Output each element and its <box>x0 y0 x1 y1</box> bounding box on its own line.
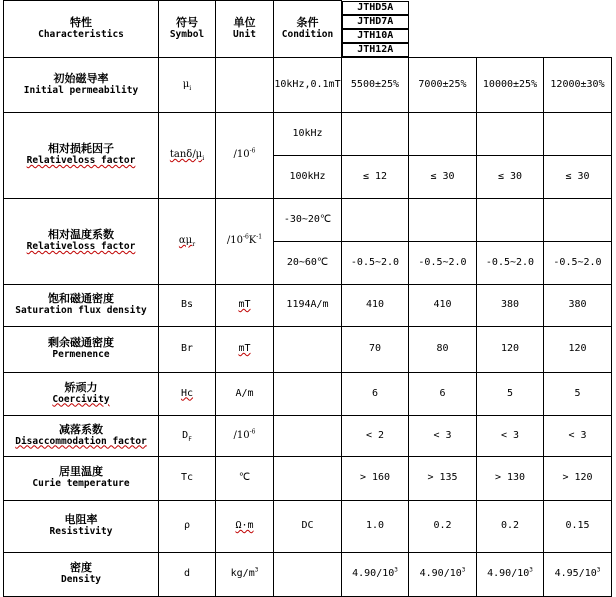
value-density-1 <box>342 552 409 596</box>
value-temperature-2-2: -0.5~2.0 <box>409 241 477 284</box>
value-temperature-2-4: -0.5~2.0 <box>544 241 612 284</box>
unit-sup: 3 <box>254 566 259 574</box>
char-zh: 相对温度系数 <box>48 228 114 241</box>
value-loss-2-4: ≤ 30 <box>544 155 612 198</box>
symbol-text: μ <box>182 78 190 90</box>
char-disaccommodation <box>4 415 159 456</box>
value-text: 4.90/10 <box>419 568 462 579</box>
char-temperature <box>4 198 159 284</box>
symbol-loss <box>159 112 216 198</box>
header-characteristics-en: Characteristics <box>38 28 124 40</box>
value-remanence-1: 70 <box>342 326 409 372</box>
value-disaccommodation-2: < 3 <box>409 415 477 456</box>
char-en: Curie temperature <box>32 478 130 489</box>
value-disaccommodation-4: < 3 <box>544 415 612 456</box>
value-temperature-2-3: -0.5~2.0 <box>477 241 544 284</box>
unit-coercivity: A/m <box>216 372 274 415</box>
unit-permeability <box>216 57 274 112</box>
cond-temperature-1: -30~20℃ <box>274 198 342 241</box>
char-en: Resistivity <box>49 526 113 537</box>
value-density-2 <box>409 552 477 596</box>
symbol-resistivity: ρ <box>159 500 216 552</box>
value-loss-2-2: ≤ 30 <box>409 155 477 198</box>
value-text: 4.90/10 <box>352 568 395 579</box>
char-density <box>4 552 159 596</box>
header-unit-en: Unit <box>233 28 256 40</box>
symbol-text: D <box>182 429 189 441</box>
char-curie <box>4 456 159 500</box>
value-remanence-2: 80 <box>409 326 477 372</box>
spec-table <box>3 0 612 597</box>
char-zh: 矫顽力 <box>64 380 98 394</box>
symbol-curie: Tc <box>159 456 216 500</box>
cond-density <box>274 552 342 596</box>
value-loss-1-1 <box>342 112 409 155</box>
unit-saturation: mT <box>216 284 274 326</box>
value-text: 4.95/10 <box>554 568 597 579</box>
header-row <box>4 1 612 58</box>
cond-temperature-2: 20~60℃ <box>274 241 342 284</box>
value-resistivity-3: 0.2 <box>477 500 544 552</box>
header-unit <box>216 1 274 58</box>
value-permeability-1: 5500±25% <box>342 57 409 112</box>
value-sup: 3 <box>529 566 533 574</box>
cond-resistivity: DC <box>274 500 342 552</box>
value-curie-4: > 120 <box>544 456 612 500</box>
symbol-permeability <box>159 57 216 112</box>
value-permeability-3: 10000±25% <box>477 57 544 112</box>
symbol-remanence: Br <box>159 326 216 372</box>
symbol-density: d <box>159 552 216 596</box>
value-saturation-1: 410 <box>342 284 409 326</box>
header-symbol-en: Symbol <box>169 28 205 40</box>
value-sup: 3 <box>461 566 466 574</box>
value-text: 4.90/10 <box>487 568 530 579</box>
char-zh: 初始磁导率 <box>53 71 109 85</box>
unit-text: /10 <box>233 149 250 160</box>
char-zh: 剩余磁通密度 <box>48 336 114 349</box>
char-zh: 密度 <box>70 561 92 574</box>
value-loss-1-2 <box>409 112 477 155</box>
header-characteristics-zh: 特性 <box>70 15 92 29</box>
unit-suffix-sup: -1 <box>256 233 263 241</box>
char-en: Density <box>60 574 102 585</box>
char-en: Permenence <box>52 349 110 360</box>
value-temperature-1-1 <box>342 198 409 241</box>
header-symbol <box>159 1 216 58</box>
char-en: Disaccommodation factor <box>15 435 147 447</box>
value-loss-1-4 <box>544 112 612 155</box>
value-temperature-2-1: -0.5~2.0 <box>342 241 409 284</box>
value-sup: 3 <box>596 566 601 574</box>
value-loss-2-1: ≤ 12 <box>342 155 409 198</box>
row-resistivity <box>4 500 612 552</box>
value-curie-1: > 160 <box>342 456 409 500</box>
cond-remanence <box>274 326 342 372</box>
header-model-1: JTHD5A <box>342 1 409 15</box>
value-permeability-4: 12000±30% <box>544 57 612 112</box>
value-disaccommodation-1: < 2 <box>342 415 409 456</box>
symbol-sub: r <box>192 241 196 248</box>
row-coercivity <box>4 372 612 415</box>
unit-text: kg/m <box>230 568 255 579</box>
symbol-coercivity: Hc <box>159 372 216 415</box>
char-zh: 居里温度 <box>59 465 103 478</box>
char-remanence <box>4 326 159 372</box>
unit-sup: -6 <box>242 233 249 241</box>
char-permeability <box>4 57 159 112</box>
value-remanence-3: 120 <box>477 326 544 372</box>
value-saturation-3: 380 <box>477 284 544 326</box>
row-loss-1 <box>4 112 612 155</box>
value-coercivity-3: 5 <box>477 372 544 415</box>
header-condition <box>274 1 342 58</box>
value-resistivity-4: 0.15 <box>544 500 612 552</box>
symbol-sub: F <box>188 435 192 443</box>
char-zh: 饱和磁通密度 <box>48 292 114 305</box>
header-characteristics <box>4 1 159 58</box>
cond-coercivity <box>274 372 342 415</box>
row-disaccommodation <box>4 415 612 456</box>
symbol-text: tanδ/μ <box>169 149 203 160</box>
cond-curie <box>274 456 342 500</box>
unit-disaccommodation <box>216 415 274 456</box>
value-remanence-4: 120 <box>544 326 612 372</box>
symbol-disaccommodation <box>159 415 216 456</box>
value-loss-2-3: ≤ 30 <box>477 155 544 198</box>
cond-disaccommodation <box>274 415 342 456</box>
char-zh: 减落系数 <box>59 422 103 436</box>
row-curie <box>4 456 612 500</box>
value-resistivity-2: 0.2 <box>409 500 477 552</box>
unit-suffix: K <box>248 235 257 246</box>
value-resistivity-1: 1.0 <box>342 500 409 552</box>
value-temperature-1-4 <box>544 198 612 241</box>
value-curie-2: > 135 <box>409 456 477 500</box>
value-saturation-2: 410 <box>409 284 477 326</box>
value-density-4 <box>544 552 612 596</box>
header-condition-en: Condition <box>281 28 334 40</box>
cond-loss-1: 10kHz <box>274 112 342 155</box>
cond-saturation: 1194A/m <box>274 284 342 326</box>
value-curie-3: > 130 <box>477 456 544 500</box>
char-resistivity <box>4 500 159 552</box>
header-model-4: JTH12A <box>342 43 409 57</box>
value-density-3 <box>477 552 544 596</box>
char-en: Initial permeability <box>23 84 139 96</box>
value-sup: 3 <box>394 566 398 574</box>
unit-resistivity: Ω·m <box>216 500 274 552</box>
header-unit-zh: 单位 <box>233 15 256 29</box>
char-en: Relativeloss factor <box>26 155 136 166</box>
row-saturation <box>4 284 612 326</box>
unit-curie: ℃ <box>216 456 274 500</box>
symbol-saturation: Bs <box>159 284 216 326</box>
row-temperature-1 <box>4 198 612 241</box>
char-en: Saturation flux density <box>15 305 147 316</box>
unit-text: /10 <box>233 429 250 441</box>
value-disaccommodation-3: < 3 <box>477 415 544 456</box>
value-temperature-1-2 <box>409 198 477 241</box>
char-saturation <box>4 284 159 326</box>
row-density <box>4 552 612 596</box>
header-symbol-zh: 符号 <box>176 15 198 29</box>
value-coercivity-4: 5 <box>544 372 612 415</box>
value-temperature-1-3 <box>477 198 544 241</box>
unit-loss <box>216 112 274 198</box>
value-permeability-2: 7000±25% <box>409 57 477 112</box>
unit-remanence: mT <box>216 326 274 372</box>
header-model-3: JTH10A <box>342 29 409 43</box>
char-zh: 电阻率 <box>64 513 98 526</box>
value-coercivity-2: 6 <box>409 372 477 415</box>
cond-permeability: 10kHz,0.1mT <box>274 57 342 112</box>
value-loss-1-3 <box>477 112 544 155</box>
row-permeability <box>4 57 612 112</box>
cond-loss-2: 100kHz <box>274 155 342 198</box>
char-zh: 相对损耗因子 <box>48 142 114 155</box>
symbol-temperature <box>159 198 216 284</box>
unit-sup: -6 <box>249 428 256 436</box>
char-en: Relativeloss factor <box>26 241 136 252</box>
symbol-text: αμ <box>178 235 193 246</box>
char-en: Coercivity <box>52 393 110 405</box>
header-condition-zh: 条件 <box>296 15 319 29</box>
unit-text: /10 <box>226 235 243 246</box>
symbol-sub: i <box>189 84 192 92</box>
unit-sup: -6 <box>249 147 256 155</box>
char-loss <box>4 112 159 198</box>
unit-density <box>216 552 274 596</box>
unit-temperature <box>216 198 274 284</box>
value-saturation-4: 380 <box>544 284 612 326</box>
row-remanence <box>4 326 612 372</box>
header-model-2: JTHD7A <box>342 15 409 29</box>
value-coercivity-1: 6 <box>342 372 409 415</box>
symbol-sub: i <box>202 155 205 162</box>
char-coercivity <box>4 372 159 415</box>
